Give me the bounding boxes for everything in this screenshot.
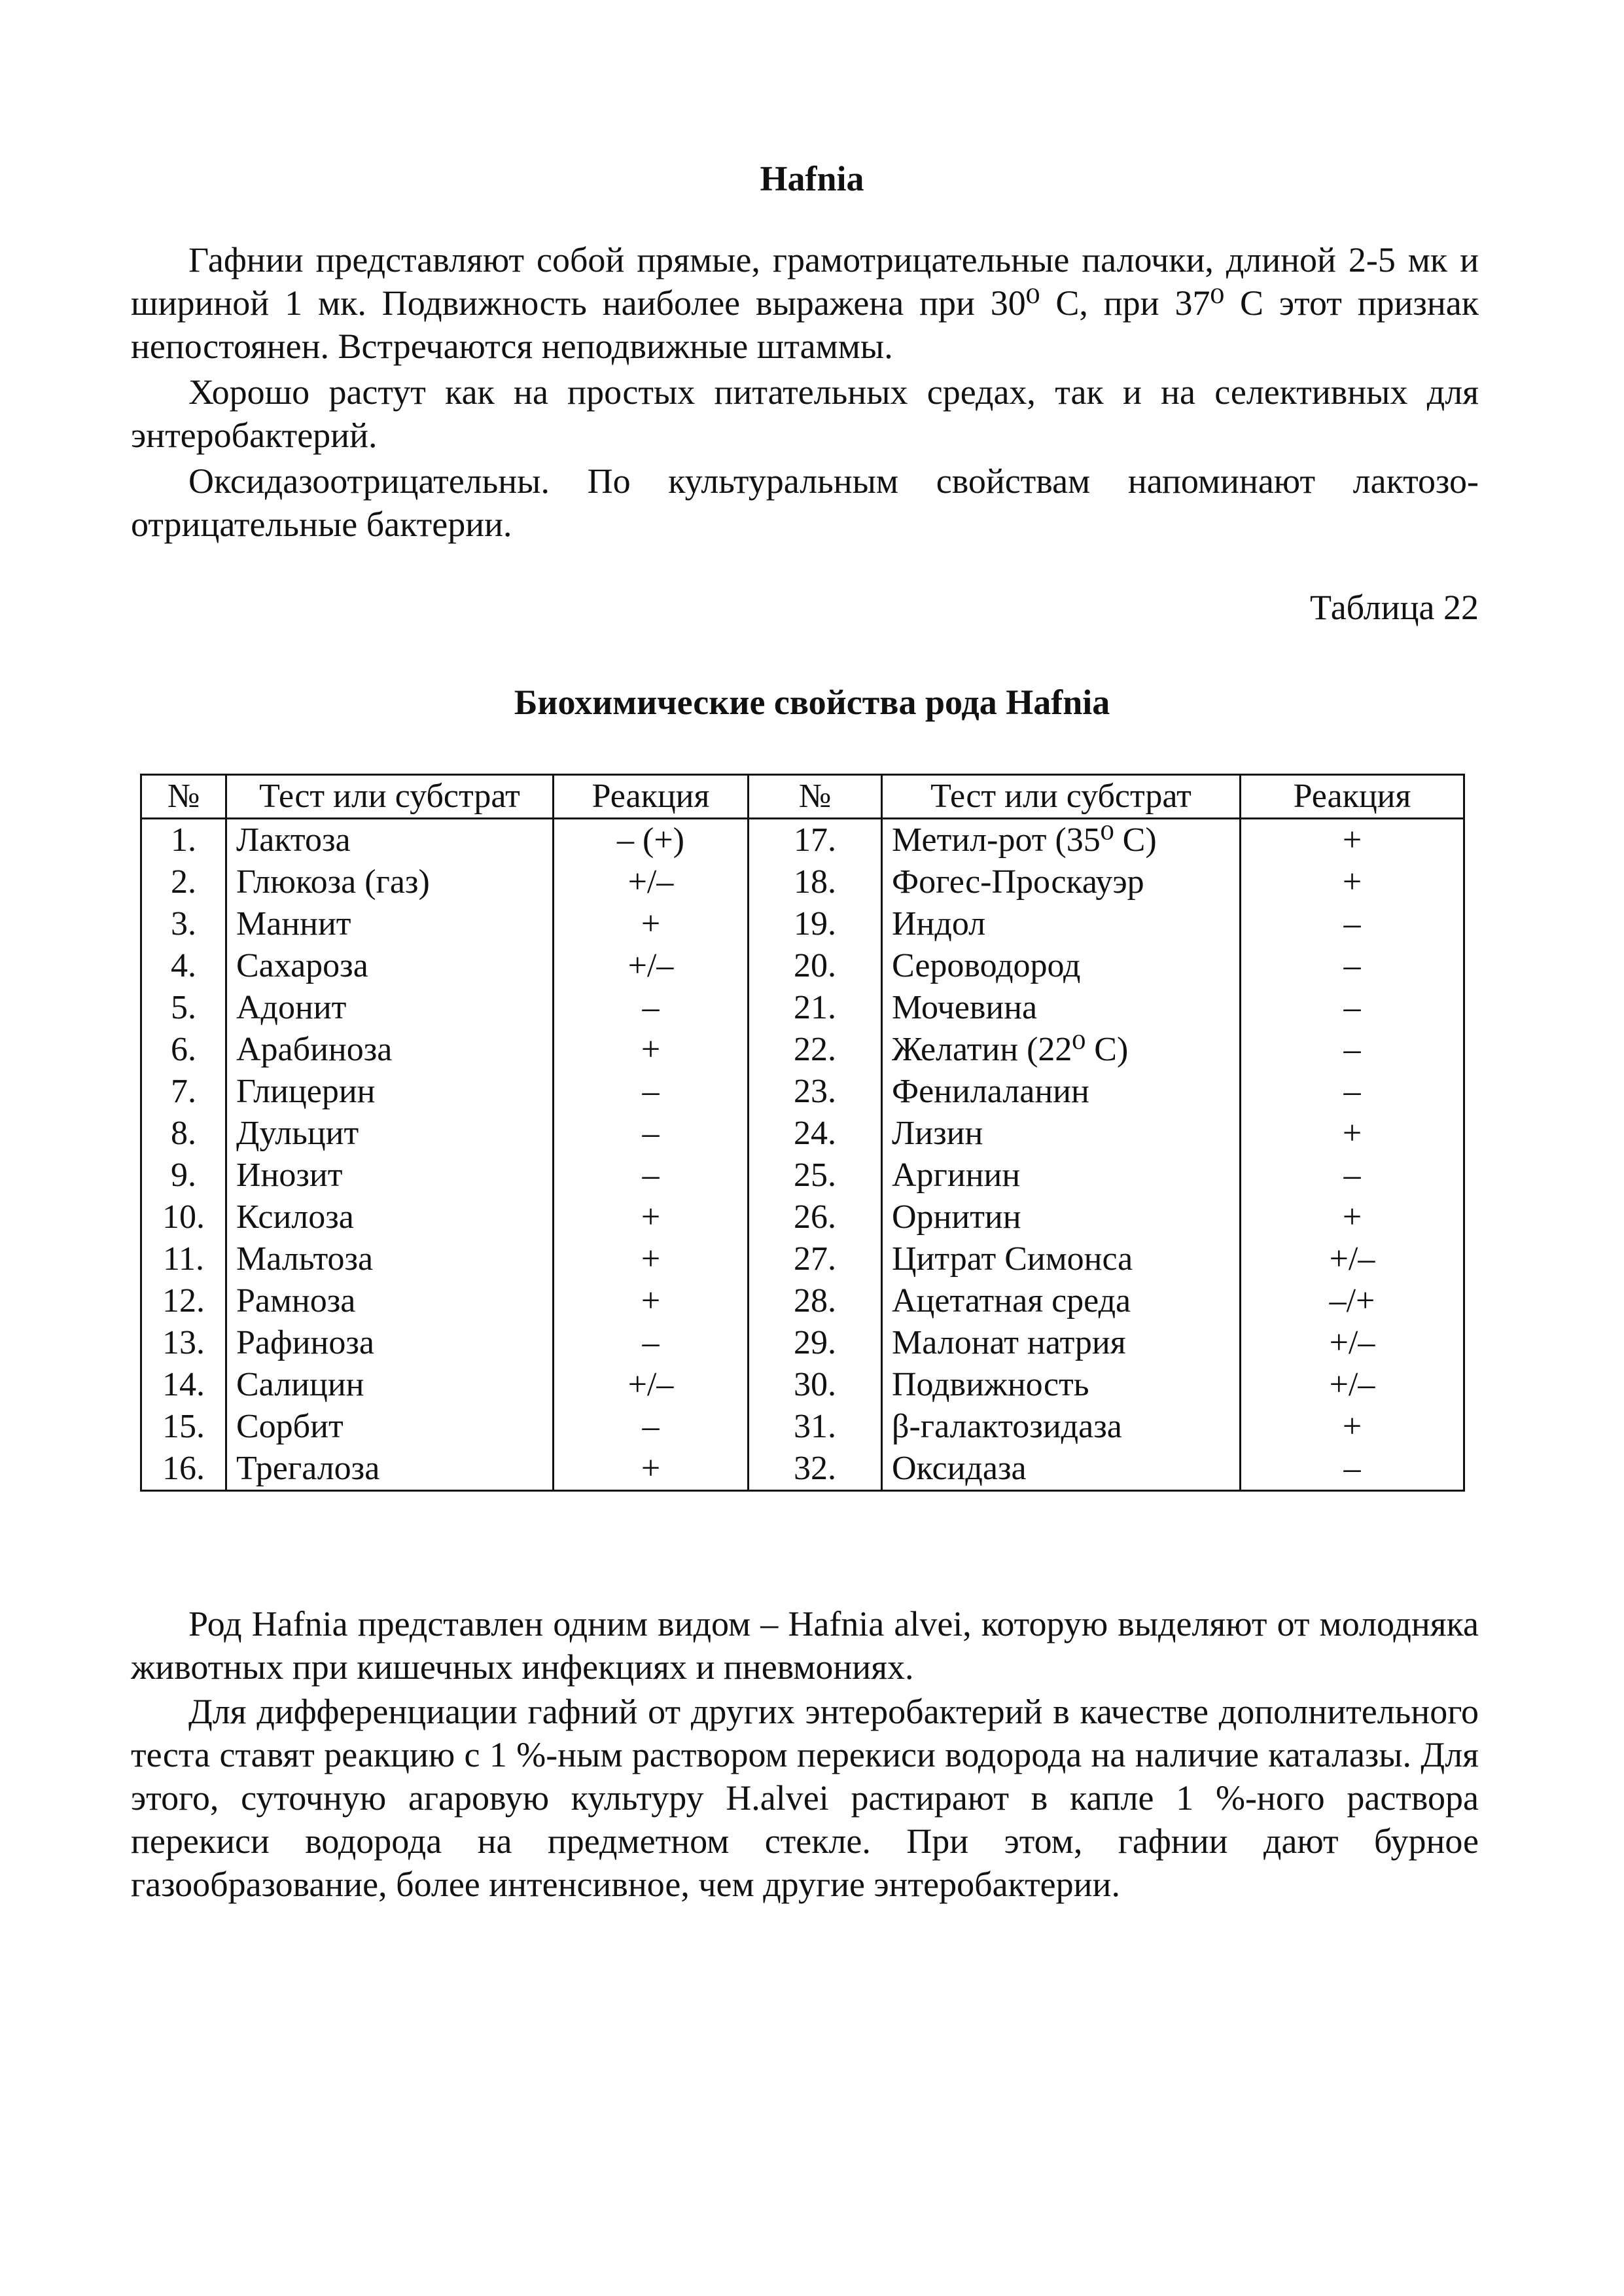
row-number: 30. xyxy=(749,1364,882,1406)
row-number: 10. xyxy=(141,1196,226,1238)
reaction-value: + xyxy=(1241,1406,1464,1448)
substrate-name: Маннит xyxy=(226,903,554,945)
table-row xyxy=(141,1196,1464,1238)
row-number: 7. xyxy=(141,1071,226,1113)
substrate-name: Ксилоза xyxy=(226,1196,554,1238)
reaction-value: – xyxy=(1241,903,1464,945)
substrate-name: Оксидаза xyxy=(882,1448,1241,1491)
row-number: 9. xyxy=(141,1155,226,1196)
table-row xyxy=(141,1280,1464,1322)
row-number: 31. xyxy=(749,1406,882,1448)
row-number: 8. xyxy=(141,1113,226,1155)
row-number: 20. xyxy=(749,945,882,987)
substrate-name: Метил-рот (35⁰ С) xyxy=(882,819,1241,862)
row-number: 15. xyxy=(141,1406,226,1448)
intro-paragraph: Гафнии представляют собой прямые, грамотрицательные палочки, длиной 2-5 мк и шириной 1 мк. Подвижность наиболее выражена при 30⁰ С, при 37⁰ С этот признак непостоянен. Встречаются неподвижные штаммы. xyxy=(131,240,1479,366)
substrate-name: Аргинин xyxy=(882,1155,1241,1196)
substrate-name: Арабиноза xyxy=(226,1029,554,1071)
substrate-name: Мальтоза xyxy=(226,1238,554,1280)
table-row xyxy=(141,903,1464,945)
reaction-value: – xyxy=(1241,1029,1464,1071)
substrate-name: Трегалоза xyxy=(226,1448,554,1491)
reaction-value: – xyxy=(1241,1448,1464,1491)
table-row xyxy=(141,945,1464,987)
substrate-name: Цитрат Симонса xyxy=(882,1238,1241,1280)
reaction-value: + xyxy=(554,1280,749,1322)
substrate-name: Малонат натрия xyxy=(882,1322,1241,1364)
row-number: 14. xyxy=(141,1364,226,1406)
table-row xyxy=(141,1155,1464,1196)
row-number: 29. xyxy=(749,1322,882,1364)
row-number: 2. xyxy=(141,861,226,903)
row-number: 25. xyxy=(749,1155,882,1196)
column-header-reaction: Реакция xyxy=(1241,775,1464,819)
row-number: 32. xyxy=(749,1448,882,1491)
reaction-value: – xyxy=(554,1113,749,1155)
reaction-value: – xyxy=(1241,1071,1464,1113)
reaction-value: – xyxy=(1241,1155,1464,1196)
intro-text xyxy=(131,238,1479,546)
table-header-row xyxy=(141,775,1464,819)
table-row xyxy=(141,861,1464,903)
biochemical-properties-table xyxy=(140,774,1465,1492)
row-number: 12. xyxy=(141,1280,226,1322)
substrate-name: Подвижность xyxy=(882,1364,1241,1406)
reaction-value: – xyxy=(1241,945,1464,987)
outro-paragraph: Род Hafnia представлен одним видом – Hafnia alvei, которую выделяют от молодняка животных при кишечных инфекциях и пневмониях. xyxy=(131,1604,1479,1687)
reaction-value: – (+) xyxy=(554,819,749,862)
substrate-name: Ацетатная среда xyxy=(882,1280,1241,1322)
outro-paragraph: Для дифференциации гафний от других энтеробактерий в качестве дополнительного теста ставят реакцию с 1 %-ным раствором перекиси водорода на наличие каталазы. Для этого, суточную агаровую культуру H.alvei растирают в капле 1 %-ного раствора перекиси водорода на предметном стекле. При этом, гафнии дают бурное газообразование, более интенсивное, чем другие энтеробактерии. xyxy=(131,1692,1479,1904)
substrate-name: Желатин (22⁰ С) xyxy=(882,1029,1241,1071)
reaction-value: – xyxy=(554,1071,749,1113)
row-number: 24. xyxy=(749,1113,882,1155)
substrate-name: Адонит xyxy=(226,987,554,1029)
table-row xyxy=(141,1448,1464,1491)
row-number: 28. xyxy=(749,1280,882,1322)
reaction-value: + xyxy=(554,1448,749,1491)
row-number: 16. xyxy=(141,1448,226,1491)
row-number: 4. xyxy=(141,945,226,987)
row-number: 1. xyxy=(141,819,226,862)
row-number: 19. xyxy=(749,903,882,945)
substrate-name: β-галактозидаза xyxy=(882,1406,1241,1448)
row-number: 11. xyxy=(141,1238,226,1280)
outro-text xyxy=(131,1602,1479,1906)
table-row xyxy=(141,1364,1464,1406)
reaction-value: + xyxy=(1241,1196,1464,1238)
reaction-value: + xyxy=(554,903,749,945)
intro-paragraph: Хорошо растут как на простых питательных средах, так и на селективных для энтеробактерий. xyxy=(131,372,1479,455)
reaction-value: +/– xyxy=(554,861,749,903)
table-body xyxy=(141,819,1464,1491)
reaction-value: +/– xyxy=(1241,1238,1464,1280)
substrate-name: Инозит xyxy=(226,1155,554,1196)
reaction-value: – xyxy=(554,1406,749,1448)
table-number: Таблица 22 xyxy=(1310,588,1479,627)
substrate-name: Орнитин xyxy=(882,1196,1241,1238)
substrate-name: Фенилаланин xyxy=(882,1071,1241,1113)
reaction-value: + xyxy=(1241,819,1464,862)
column-header-number: № xyxy=(749,775,882,819)
table-row xyxy=(141,1406,1464,1448)
row-number: 13. xyxy=(141,1322,226,1364)
reaction-value: +/– xyxy=(554,945,749,987)
table-row xyxy=(141,1029,1464,1071)
substrate-name: Мочевина xyxy=(882,987,1241,1029)
substrate-name: Сахароза xyxy=(226,945,554,987)
substrate-name: Фогес-Проскауэр xyxy=(882,861,1241,903)
table-row xyxy=(141,1238,1464,1280)
table-row xyxy=(141,1322,1464,1364)
table-row xyxy=(141,819,1464,862)
row-number: 27. xyxy=(749,1238,882,1280)
table-row xyxy=(141,987,1464,1029)
row-number: 3. xyxy=(141,903,226,945)
reaction-value: –/+ xyxy=(1241,1280,1464,1322)
substrate-name: Рафиноза xyxy=(226,1322,554,1364)
page-title: Hafnia xyxy=(760,159,864,198)
reaction-value: + xyxy=(1241,1113,1464,1155)
reaction-value: +/– xyxy=(1241,1322,1464,1364)
substrate-name: Дульцит xyxy=(226,1113,554,1155)
reaction-value: – xyxy=(554,1155,749,1196)
substrate-name: Глицерин xyxy=(226,1071,554,1113)
reaction-value: + xyxy=(1241,861,1464,903)
intro-paragraph: Оксидазоотрицательны. По культуральным свойствам напоминают лактозо-отрицательные бактерии. xyxy=(131,461,1479,544)
row-number: 18. xyxy=(749,861,882,903)
table-row xyxy=(141,1071,1464,1113)
reaction-value: +/– xyxy=(554,1364,749,1406)
column-header-substrate: Тест или субстрат xyxy=(226,775,554,819)
substrate-name: Сероводород xyxy=(882,945,1241,987)
reaction-value: + xyxy=(554,1196,749,1238)
row-number: 6. xyxy=(141,1029,226,1071)
row-number: 17. xyxy=(749,819,882,862)
substrate-name: Индол xyxy=(882,903,1241,945)
column-header-reaction: Реакция xyxy=(554,775,749,819)
row-number: 5. xyxy=(141,987,226,1029)
table-title: Биохимические свойства рода Hafnia xyxy=(514,683,1110,722)
substrate-name: Рамноза xyxy=(226,1280,554,1322)
substrate-name: Лизин xyxy=(882,1113,1241,1155)
reaction-value: – xyxy=(1241,987,1464,1029)
row-number: 22. xyxy=(749,1029,882,1071)
column-header-substrate: Тест или субстрат xyxy=(882,775,1241,819)
substrate-name: Лактоза xyxy=(226,819,554,862)
reaction-value: + xyxy=(554,1238,749,1280)
reaction-value: + xyxy=(554,1029,749,1071)
reaction-value: – xyxy=(554,987,749,1029)
column-header-number: № xyxy=(141,775,226,819)
reaction-value: +/– xyxy=(1241,1364,1464,1406)
table-row xyxy=(141,1113,1464,1155)
row-number: 21. xyxy=(749,987,882,1029)
substrate-name: Сорбит xyxy=(226,1406,554,1448)
reaction-value: – xyxy=(554,1322,749,1364)
row-number: 23. xyxy=(749,1071,882,1113)
row-number: 26. xyxy=(749,1196,882,1238)
substrate-name: Салицин xyxy=(226,1364,554,1406)
substrate-name: Глюкоза (газ) xyxy=(226,861,554,903)
